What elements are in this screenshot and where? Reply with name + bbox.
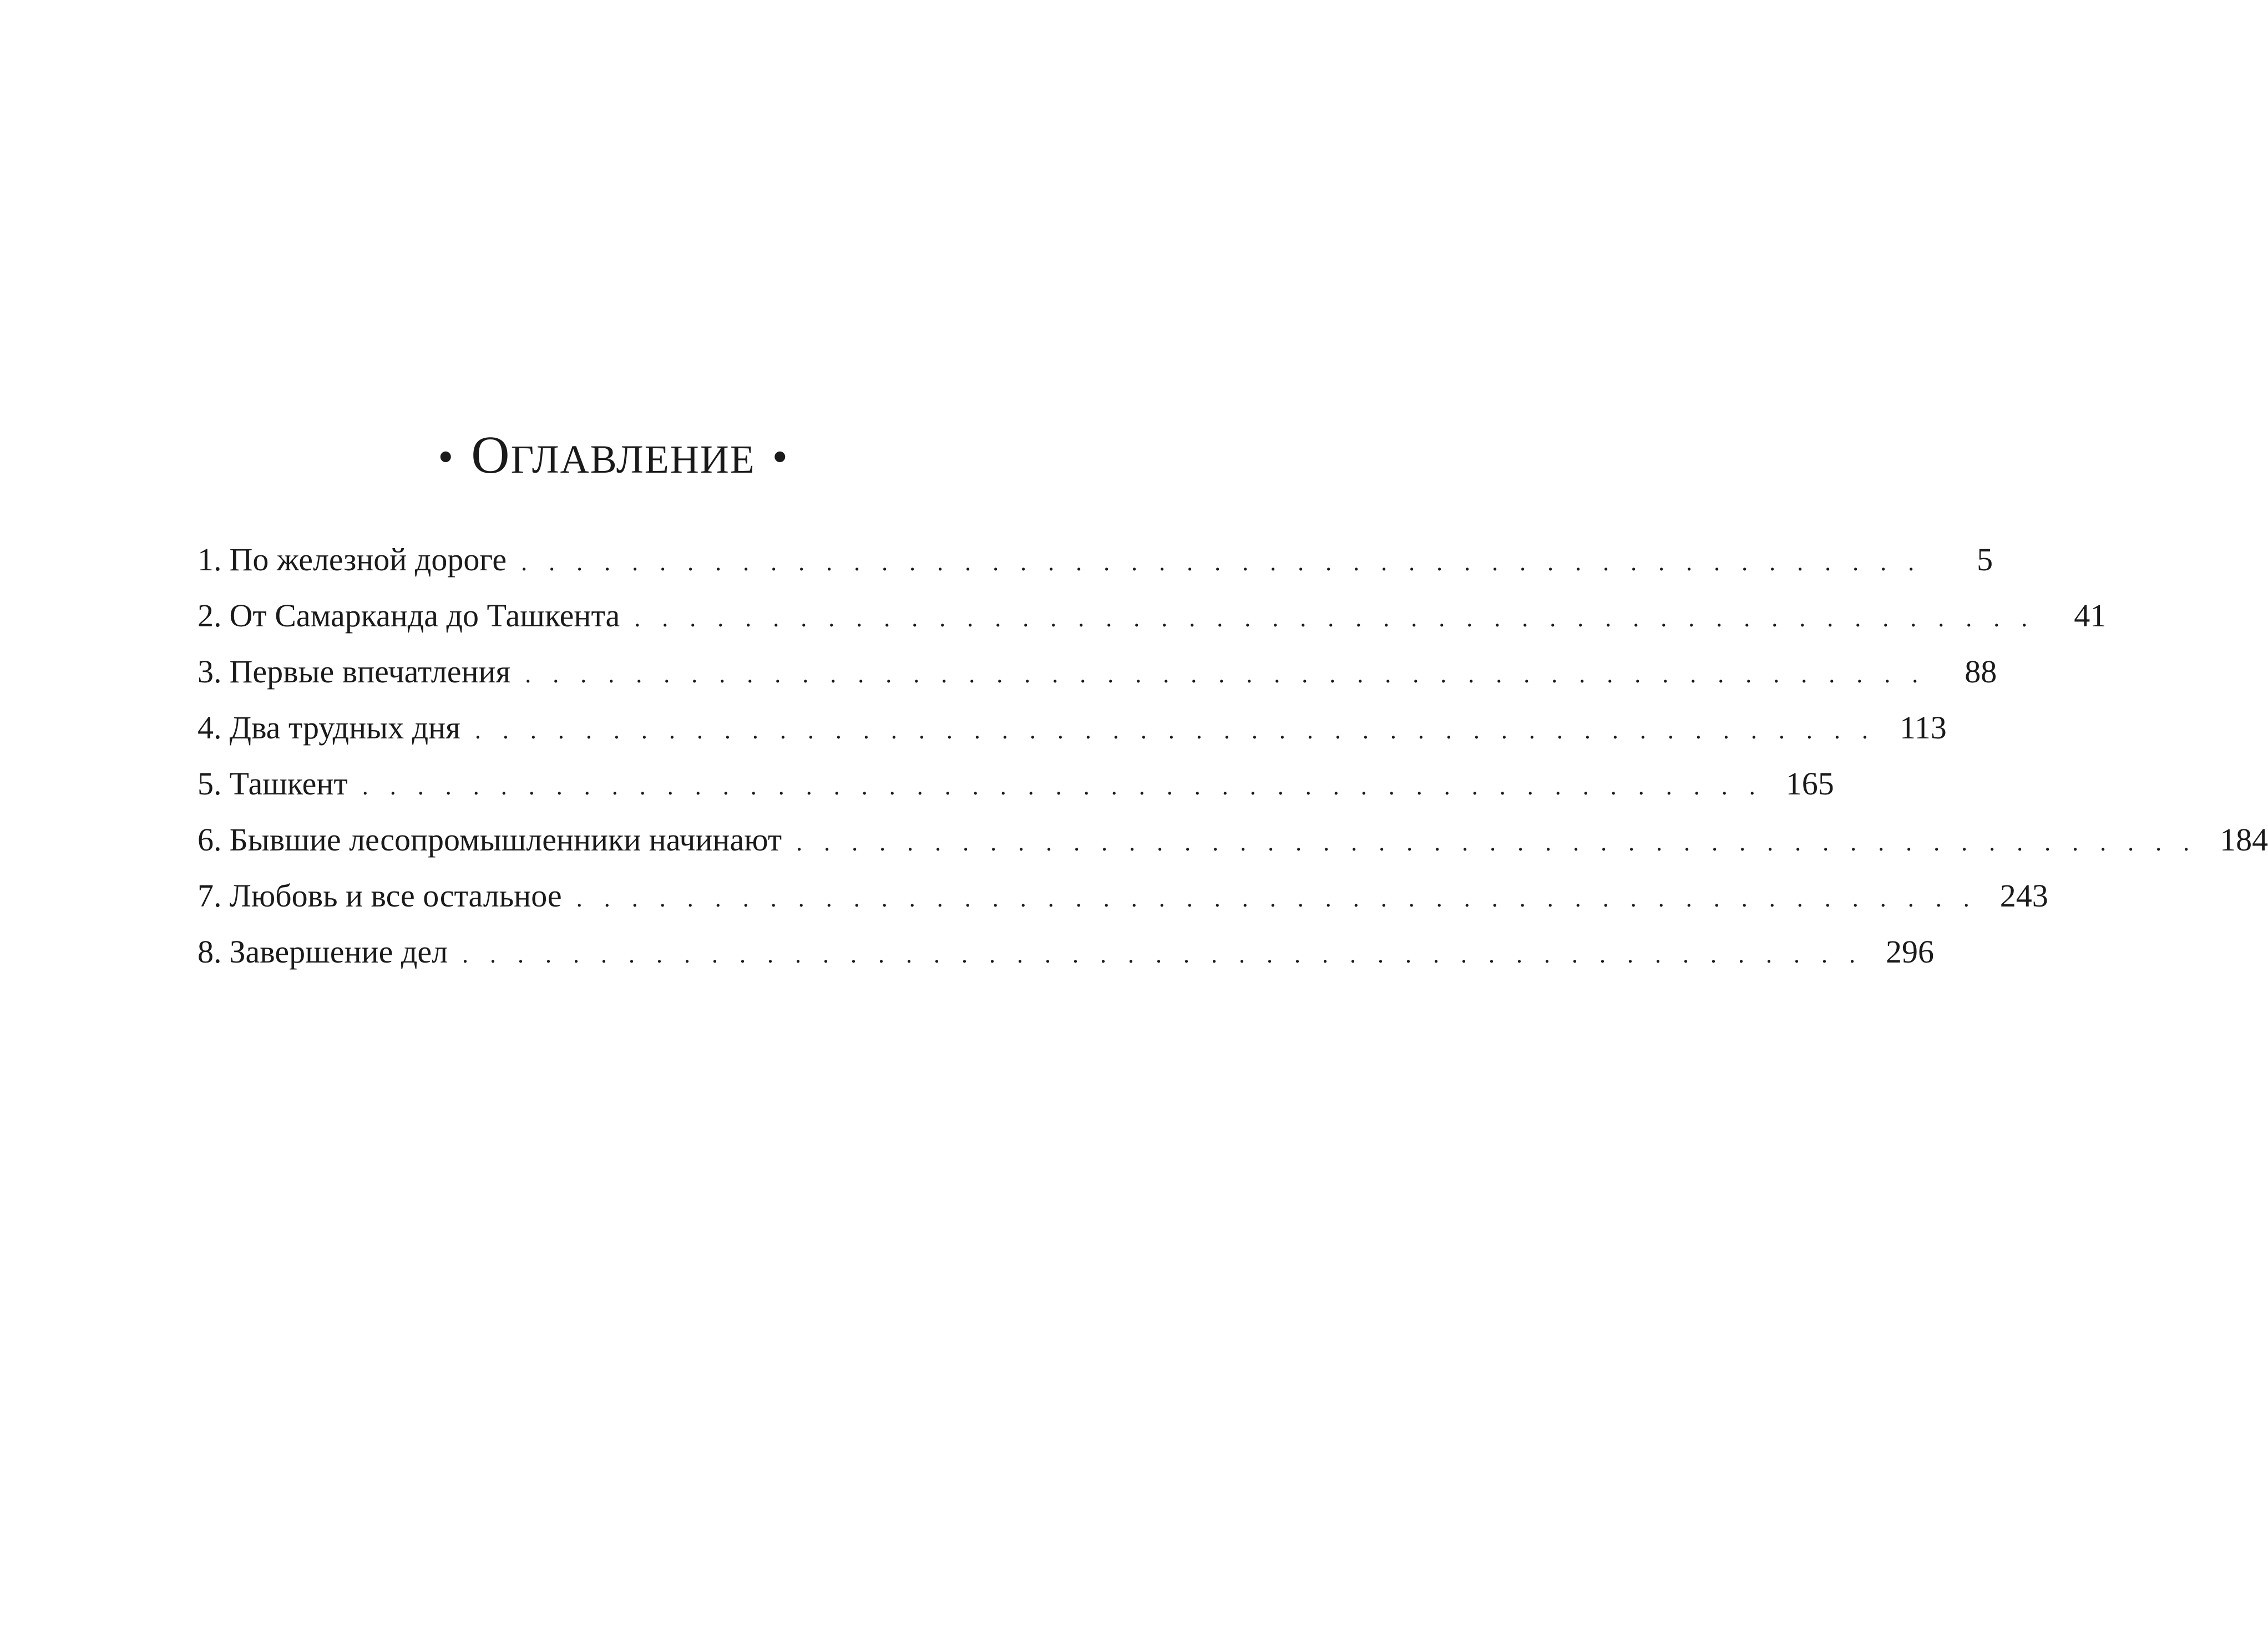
entry-page: 243 <box>1999 878 2048 914</box>
dot-leader: . . . . . . . . . . . . . . . . . . . . . . . . . . . . . . . . . . . . . . . . . . . . . . . . . . . <box>474 717 1876 744</box>
entry-page: 165 <box>1785 766 1834 802</box>
entry-page: 184 <box>2220 822 2268 858</box>
entry-page: 88 <box>1965 654 1997 690</box>
entry-number: 7. <box>198 878 222 914</box>
entry-number: 5. <box>198 766 222 802</box>
toc-entry[interactable] <box>198 588 2107 644</box>
entry-page: 41 <box>2074 597 2107 634</box>
dot-leader: . . . . . . . . . . . . . . . . . . . . . . . . . . . . . . . . . . . . . . . . . . . . . . . . . . . <box>521 549 1922 576</box>
entry-title: По железной дороге <box>229 541 507 578</box>
entry-title: Завершение дел <box>229 934 448 970</box>
toc-entry[interactable] <box>198 812 2268 868</box>
toc-list <box>198 531 2268 980</box>
entry-number: 8. <box>198 934 222 970</box>
toc-entry[interactable] <box>198 531 1993 588</box>
entry-page: 113 <box>1899 710 1947 746</box>
bullet-right-icon: • <box>772 432 789 482</box>
entry-title: От Самарканда до Ташкента <box>229 597 620 634</box>
toc-entry[interactable] <box>198 924 1935 980</box>
entry-number: 1. <box>198 541 222 578</box>
entry-title: Первые впечатления <box>229 654 511 690</box>
entry-page: 296 <box>1886 934 1935 970</box>
toc-entry[interactable] <box>198 868 2048 924</box>
entry-number: 4. <box>198 710 222 746</box>
entry-number: 6. <box>198 822 222 858</box>
entry-title: Любовь и все остальное <box>229 878 562 914</box>
entry-title: Два трудных дня <box>229 710 460 746</box>
toc-entry[interactable] <box>198 756 1834 812</box>
toc-heading <box>0 422 1227 494</box>
dot-leader: . . . . . . . . . . . . . . . . . . . . . . . . . . . . . . . . . . . . . . . . . . . . . . . . . . . <box>362 773 1763 800</box>
dot-leader: . . . . . . . . . . . . . . . . . . . . . . . . . . . . . . . . . . . . . . . . . . . . . . . . . . . <box>525 661 1926 688</box>
entry-number: 2. <box>198 597 222 634</box>
entry-number: 3. <box>198 654 222 690</box>
dot-leader: . . . . . . . . . . . . . . . . . . . . . . . . . . . . . . . . . . . . . . . . . . . . . . . . . . . <box>796 829 2198 856</box>
dot-leader: . . . . . . . . . . . . . . . . . . . . . . . . . . . . . . . . . . . . . . . . . . . . . . . . . . . <box>576 885 1977 912</box>
heading-initial: О <box>471 425 511 484</box>
entry-page: 5 <box>1977 541 1993 578</box>
entry-title: Бывшие лесопромышленники начинают <box>229 822 782 858</box>
entry-title: Ташкент <box>229 766 348 802</box>
dot-leader: . . . . . . . . . . . . . . . . . . . . . . . . . . . . . . . . . . . . . . . . . . . . . . . . . . . <box>462 941 1864 968</box>
dot-leader: . . . . . . . . . . . . . . . . . . . . . . . . . . . . . . . . . . . . . . . . . . . . . . . . . . . <box>634 605 2036 632</box>
toc-entry[interactable] <box>198 700 1947 756</box>
bullet-left-icon: • <box>438 432 455 482</box>
heading-rest: ГЛАВЛЕНИЕ <box>510 437 756 482</box>
toc-entry[interactable] <box>198 644 1997 700</box>
